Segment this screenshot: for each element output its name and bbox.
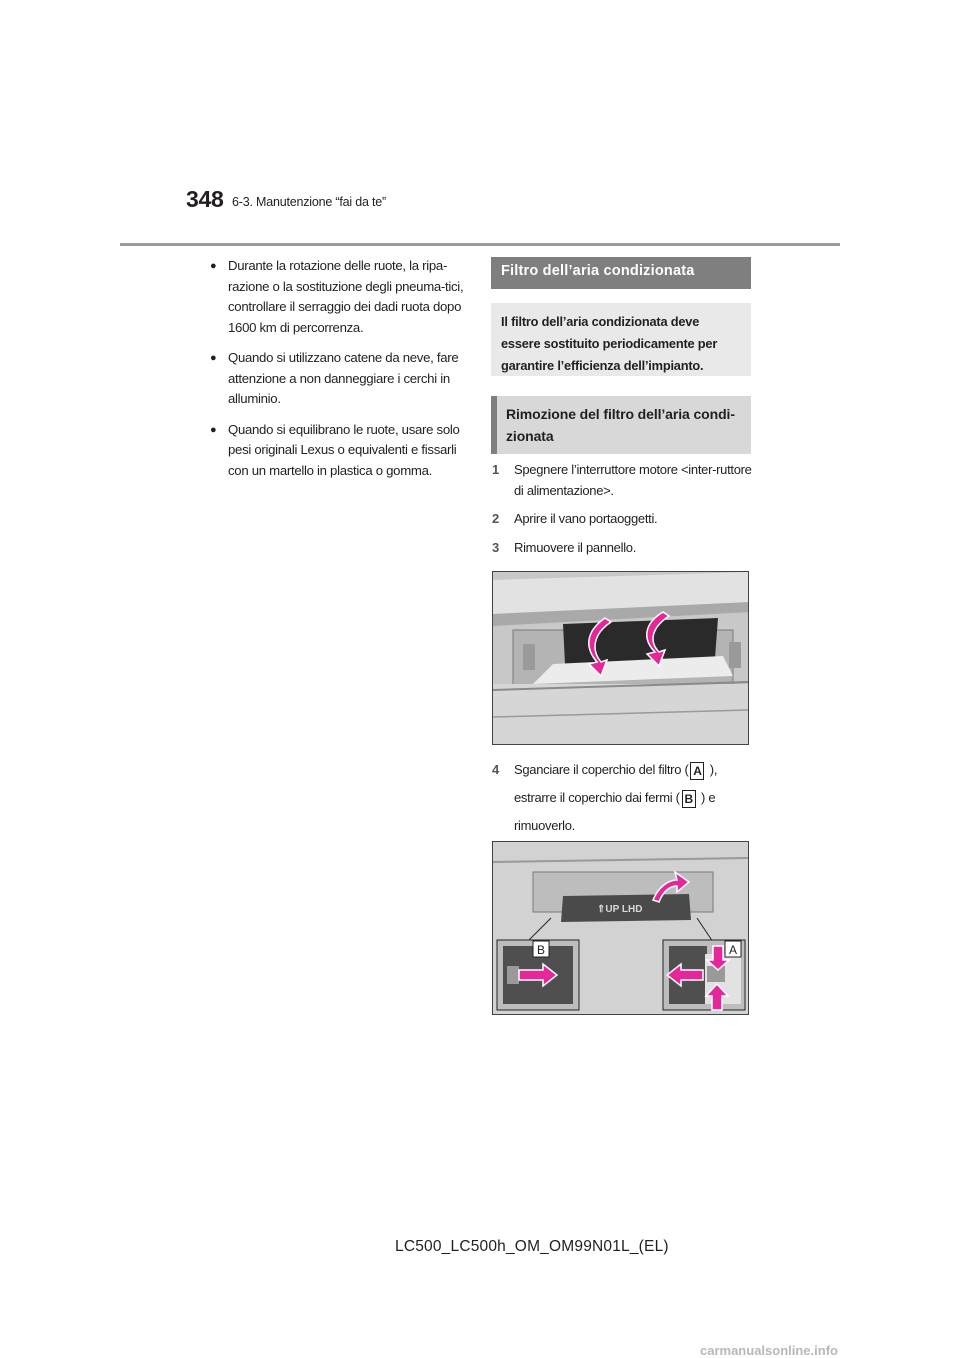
section-heading: Filtro dell’aria condizionata xyxy=(491,257,751,289)
filter-cover-illustration xyxy=(492,841,749,1015)
bullet-icon: ● xyxy=(210,423,217,436)
step-item: 1 Spegnere l’interruttore motore <inter-ruttore di alimentazione>. xyxy=(492,462,752,498)
panel-removal-illustration xyxy=(492,571,749,745)
callout-tag-a: A xyxy=(690,762,704,780)
bullet-item: ● Quando si utilizzano catene da neve, fare attenzione a non danneggiare i cerchi in alluminio. xyxy=(210,348,470,410)
bullet-icon: ● xyxy=(210,260,217,272)
step-item-4: 4 Sganciare il coperchio del filtro ( A ), estrarre il coperchio dai fermi ( B ) e rimuoverlo. xyxy=(492,762,718,833)
subsection-heading: Rimozione del filtro dell’aria condi-zionata xyxy=(491,396,751,454)
filter-label: ⇑UP LHD xyxy=(597,904,643,915)
right-column xyxy=(491,257,751,454)
bullet-item: ● Quando si equilibrano le ruote, usare solo pesi originali Lexus o equivalenti e fissarli con un martello in plastica o gomma. xyxy=(210,420,470,482)
chapter-title: 6-3. Manutenzione “fai da te” xyxy=(232,195,387,209)
callout-label-b: B xyxy=(537,943,546,957)
bullet-icon: ● xyxy=(210,352,217,364)
left-bullet-list xyxy=(210,256,470,491)
intro-box: Il filtro dell’aria condizionata deve essere sostituito periodicamente per garantire l’efficienza dell’impianto. xyxy=(491,303,751,376)
page-number: 348 xyxy=(186,186,224,212)
callout-tag-b: B xyxy=(682,790,696,808)
step-item: 3 Rimuovere il pannello. xyxy=(492,539,637,555)
step-item: 2 Aprire il vano portaoggetti. xyxy=(492,511,658,526)
bullet-item: ● Durante la rotazione delle ruote, la ripa-razione o la sostituzione degli pneuma-tici, controllare il serraggio dei dadi ruota dopo 1600 km di percorrenza. xyxy=(210,256,470,338)
watermark: carmanualsonline.info xyxy=(700,1343,838,1358)
callout-label-a: A xyxy=(729,943,738,957)
steps-list xyxy=(492,460,754,566)
header-divider xyxy=(120,243,840,246)
